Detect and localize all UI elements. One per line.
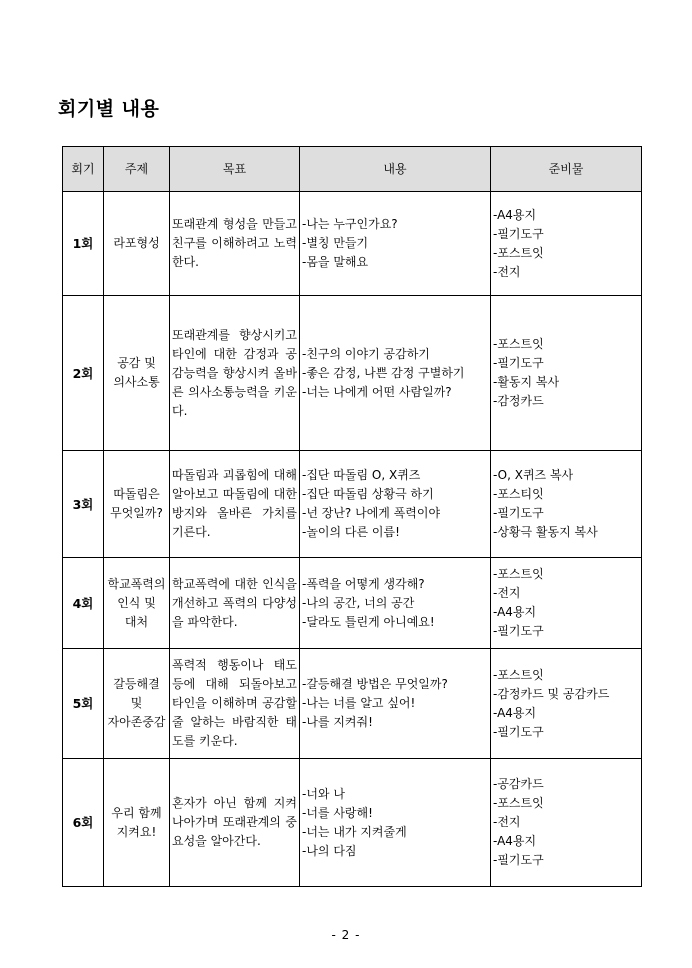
materials-line: -포스티잇 — [493, 487, 544, 501]
materials-line: -필기도구 — [493, 356, 544, 370]
content-line: -나는 누구인가요? — [302, 217, 398, 231]
materials-line: -필기도구 — [493, 226, 544, 241]
session-materials — [491, 192, 642, 296]
session-goal: 따돌림과 괴롭힘에 대해 알아보고 따돌림에 대한 방지와 올바른 가치를 기른다. — [170, 451, 300, 558]
content-line: -몸을 말해요 — [302, 255, 369, 269]
topic-line: 자아존중감 — [107, 715, 166, 729]
session-content — [300, 759, 491, 887]
content-line: -별칭 만들기 — [302, 236, 369, 250]
content-line: -넌 장난? 나에게 폭력이야 — [302, 506, 441, 520]
session-materials — [491, 451, 642, 558]
table-row — [63, 759, 642, 887]
topic-line: 공감 및 — [117, 356, 156, 370]
session-materials — [491, 296, 642, 451]
materials-line: -포스트잇 — [493, 337, 544, 351]
content-line: -나는 너를 알고 싶어! — [302, 696, 416, 710]
session-content — [300, 192, 491, 296]
content-line: -좋은 감정, 나쁜 감정 구별하기 — [302, 365, 465, 380]
session-goal: 또래관계를 향상시키고 타인에 대한 감정과 공감능력을 향상시켜 올바른 의사소통능력을 키운다. — [170, 296, 300, 451]
session-number: 4회 — [63, 558, 104, 649]
content-line: -너와 나 — [302, 786, 345, 801]
session-number: 1회 — [63, 192, 104, 296]
materials-line: -포스트잇 — [493, 667, 544, 682]
materials-line: -감정카드 및 공감카드 — [493, 686, 610, 701]
session-materials — [491, 558, 642, 649]
session-content — [300, 558, 491, 649]
content-line: -놀이의 다른 이름! — [302, 525, 400, 539]
topic-line: 갈등해결 — [113, 677, 160, 691]
session-number: 2회 — [63, 296, 104, 451]
content-line: -너를 사랑해! — [302, 805, 373, 820]
materials-line: -전지 — [493, 264, 521, 279]
table-row — [63, 296, 642, 451]
session-topic — [104, 451, 170, 558]
topic-line: 인식 및 — [117, 595, 156, 610]
content-line: -폭력을 어떻게 생각해? — [302, 576, 425, 591]
materials-line: -A4용지 — [493, 605, 537, 619]
materials-line: -활동지 복사 — [493, 375, 560, 389]
topic-line: 따돌림은 — [113, 487, 160, 501]
content-line: -친구의 이야기 공감하기 — [302, 346, 430, 361]
table-row — [63, 649, 642, 759]
session-content — [300, 649, 491, 759]
materials-line: -필기도구 — [493, 506, 544, 520]
materials-line: -전지 — [493, 815, 521, 829]
materials-line: -필기도구 — [493, 724, 544, 739]
session-table — [62, 146, 642, 887]
table-header-row — [63, 147, 642, 192]
session-goal: 학교폭력에 대한 인식을 개선하고 폭력의 다양성을 파악한다. — [170, 558, 300, 649]
materials-line: -포스트잇 — [493, 567, 544, 581]
content-line: -너는 나에게 어떤 사람일까? — [302, 384, 452, 399]
topic-line: 라포형성 — [113, 236, 160, 250]
session-topic — [104, 649, 170, 759]
materials-line: -O, X퀴즈 복사 — [493, 468, 574, 482]
session-topic — [104, 296, 170, 451]
header-goal: 목표 — [170, 147, 300, 192]
session-content — [300, 451, 491, 558]
materials-line: -공감카드 — [493, 777, 544, 791]
session-topic — [104, 558, 170, 649]
content-line: -나를 지켜줘! — [302, 715, 373, 729]
content-line: -집단 따돌림 O, X퀴즈 — [302, 468, 421, 482]
content-line: -나의 다짐 — [302, 843, 357, 858]
content-line: -집단 따돌림 상황극 하기 — [302, 487, 434, 501]
topic-line: 우리 함께 — [111, 805, 162, 820]
content-line: -갈등해결 방법은 무엇일까? — [302, 677, 448, 691]
table-row — [63, 192, 642, 296]
session-number: 6회 — [63, 759, 104, 887]
materials-line: -포스트잇 — [493, 245, 544, 260]
session-materials — [491, 759, 642, 887]
session-goal: 폭력적 행동이나 태도 등에 대해 되돌아보고 타인을 이해하며 공감할 줄 알하는 바람직한 태도를 키운다. — [170, 649, 300, 759]
materials-line: -A4용지 — [493, 207, 537, 222]
session-topic — [104, 759, 170, 887]
header-topic: 주제 — [104, 147, 170, 192]
table-row — [63, 451, 642, 558]
session-goal: 또래관계 형성을 만들고 친구를 이해하려고 노력한다. — [170, 192, 300, 296]
topic-line: 대처 — [124, 614, 149, 629]
content-line: -너는 내가 지켜줄게 — [302, 824, 407, 839]
materials-line: -A4용지 — [493, 834, 537, 848]
topic-line: 무엇일까? — [110, 506, 163, 520]
materials-line: -필기도구 — [493, 853, 544, 867]
session-content — [300, 296, 491, 451]
table-row — [63, 558, 642, 649]
topic-line: 지켜요! — [116, 824, 157, 839]
materials-line: -감정카드 — [493, 394, 544, 408]
materials-line: -A4용지 — [493, 705, 537, 720]
page-number: - 2 - — [331, 928, 361, 942]
topic-line: 및 — [130, 696, 143, 710]
materials-line: -전지 — [493, 586, 521, 600]
topic-line: 의사소통 — [113, 375, 160, 389]
materials-line: -상황극 활동지 복사 — [493, 525, 598, 539]
session-number: 3회 — [63, 451, 104, 558]
content-line: -나의 공간, 너의 공간 — [302, 595, 415, 610]
session-goal: 혼자가 아닌 함께 지켜나아가며 또래관계의 중요성을 알아간다. — [170, 759, 300, 887]
materials-line: -필기도구 — [493, 624, 544, 638]
header-materials: 준비물 — [491, 147, 642, 192]
page-title: 회기별 내용 — [58, 98, 160, 120]
session-materials — [491, 649, 642, 759]
session-number: 5회 — [63, 649, 104, 759]
header-session: 회기 — [63, 147, 104, 192]
content-line: -달라도 틀린게 아니예요! — [302, 614, 435, 629]
topic-line: 학교폭력의 — [107, 576, 166, 591]
session-topic — [104, 192, 170, 296]
materials-line: -포스트잇 — [493, 796, 544, 810]
header-content: 내용 — [300, 147, 491, 192]
